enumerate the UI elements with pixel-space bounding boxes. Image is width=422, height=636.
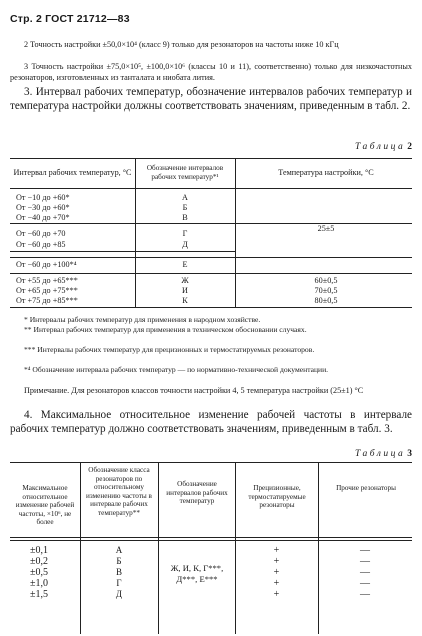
table-row-precision: + (273, 589, 280, 600)
table-row-precision: + (273, 567, 280, 578)
table-row-range: От +75 до +85*** (16, 296, 78, 305)
footnote: ** Интервал рабочих температур для применения в техническом обосновании случаях. (24, 325, 307, 334)
table-row-precision: + (273, 545, 280, 556)
table-row-range: От −30 до +60* (16, 203, 70, 212)
table-2-header-temp: Температура настройки, °С (278, 168, 374, 177)
table-2-note: Примечание. Для резонаторов классов точности настройки 4, 5 температура настройки (25±1) °С (24, 386, 364, 395)
table-row-precision: + (273, 578, 280, 589)
table-row-code: Е (182, 260, 188, 269)
table-3-group-intervals: Ж, И, К, Г***, Д***, Е*** (170, 563, 224, 584)
table-row-code: Ж (181, 276, 189, 285)
table-row-value: ±0,1 (30, 545, 48, 556)
table-row-code: А (182, 193, 188, 202)
table-row-temp: 60±0,5 (314, 276, 338, 285)
table-2-caption: Таблица 2 (355, 142, 412, 152)
table-row-other: — (360, 578, 370, 589)
table-row-value: ±0,2 (30, 556, 48, 567)
table-row-value: ±0,5 (30, 567, 48, 578)
table-row-class: Д (115, 589, 123, 599)
footnote: *** Интервалы рабочих температур для прецизионных и термостатируемых резонаторов. (24, 345, 315, 354)
table-3-header-precision: Прецизионные, термостатируемые резонаторы (248, 484, 306, 510)
paragraph-note-2: 2 Точность настройки ±50,0×10⁴ (класс 9) только для резонаторов на частоты ниже 10 кГц (24, 40, 339, 49)
table-row-other: — (360, 545, 370, 556)
table-row-code: Д (182, 240, 188, 249)
paragraph-note-3: 3 Точность настройки ±75,0×10⁵, ±100,0×10⁶ (классы 10 и 11), соответственно) только для низкочастотных резонаторов, изготовленных из танталата и ниобата лития. (10, 62, 412, 82)
table-row-range: От −60 до +100*⁴ (16, 260, 77, 269)
table-row-code: Г (182, 229, 188, 238)
table-row-value: ±1,0 (30, 578, 48, 589)
footnote: * Интервалы рабочих температур для применения в народном хозяйстве. (24, 315, 261, 324)
table-row-class: Б (116, 556, 122, 566)
table-row-code: В (182, 213, 188, 222)
table-row-range: От −60 до +70 (16, 229, 66, 238)
table-row-temp: 80±0,5 (314, 296, 338, 305)
table-row-other: — (360, 589, 370, 600)
table-3-header-intervals: Обозначение интервалов рабочих температур (166, 480, 228, 506)
table-row-range: От +55 до +65*** (16, 276, 78, 285)
page-header: Стр. 2 ГОСТ 21712—83 (10, 13, 130, 25)
table-3-caption: Таблица 3 (355, 449, 412, 459)
table-row-code: И (182, 286, 188, 295)
table-row-range: От −60 до +85 (16, 240, 66, 249)
table-row-code: К (182, 296, 188, 305)
table-row-precision: + (273, 556, 280, 567)
paragraph-section-4: 4. Максимальное относительное изменение рабочей частоты в интервале рабочих температур должно соответствовать значениям, приведенным в табл. 3. (10, 409, 412, 435)
table-row-range: От −40 до +70* (16, 213, 70, 222)
table-row-other: — (360, 567, 370, 578)
table-2-header-code: Обозначение интервалов рабочих температур*¹ (146, 164, 224, 181)
table-row-range: От −10 до +60* (16, 193, 70, 202)
table-3-header-class: Обозначение класса резонаторов по относительному изменению частоты в интервале рабочих температур** (86, 466, 152, 517)
footnote: *⁴ Обозначение интервала рабочих температур — по нормативно-технической документации. (24, 365, 329, 374)
table-3-header-value: Максимальное относительное изменение рабочей частоты, ×10⁶, не более (15, 484, 75, 527)
table-row-class: А (115, 545, 123, 555)
paragraph-section-3: 3. Интервал рабочих температур, обозначение интервалов рабочих температур и температура настройки должны соответствовать значениям, приведенным в табл. 2. (10, 86, 412, 112)
table-row-class: В (115, 567, 122, 577)
table-row-range: От +65 до +75*** (16, 286, 78, 295)
table-row-code: Б (182, 203, 188, 212)
table-row-class: Г (116, 578, 122, 588)
table-2-header-range: Интервал рабочих температур, °С (13, 168, 132, 177)
table-row-value: ±1,5 (30, 589, 48, 600)
table-3-header-other: Прочие резонаторы (336, 484, 396, 492)
table-2-group-temp: 25±5 (317, 224, 335, 233)
table-row-other: — (360, 556, 370, 567)
table-row-temp: 70±0,5 (314, 286, 338, 295)
